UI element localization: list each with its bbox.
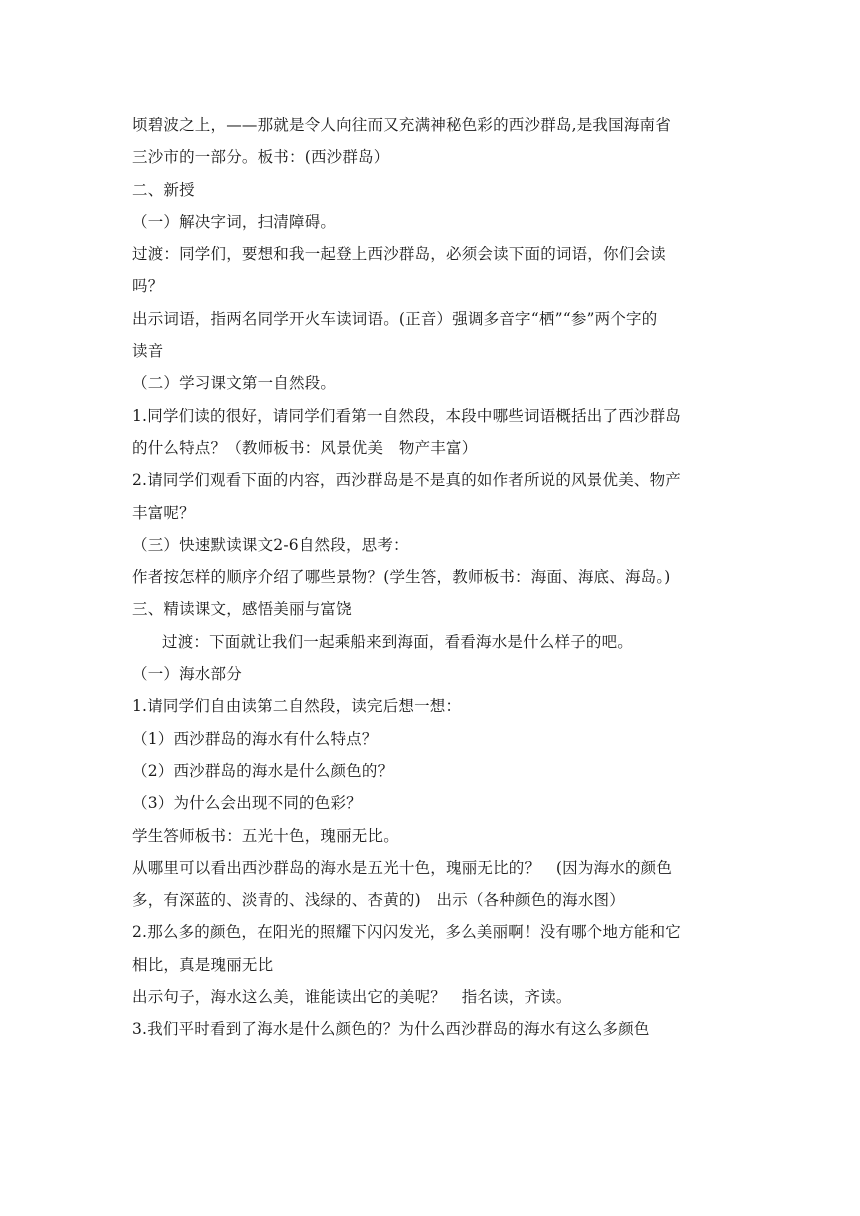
text-line: 1.请同学们自由读第二自然段，读完后想一想： [132, 697, 462, 716]
text-line: 作者按怎样的顺序介绍了哪些景物？(学生答，教师板书：海面、海底、海岛。) [132, 568, 671, 587]
text-line: 多，有深蓝的、淡青的、浅绿的、杏黄的) 出示（各种颜色的海水图） [132, 891, 625, 910]
text-line: 的什么特点？（教师板书：风景优美 物产丰富） [132, 438, 478, 457]
question-line: （2）西沙群岛的海水是什么颜色的？ [132, 761, 394, 780]
text-line: 相比，真是瑰丽无比 [132, 955, 274, 974]
text-line: 1.同学们读的很好，请同学们看第一自然段，本段中哪些词语概括出了西沙群岛 [132, 406, 681, 425]
text-line: 吗？ [132, 277, 164, 296]
question-line: （3）为什么会出现不同的色彩？ [132, 794, 362, 813]
text-line: 出示句子，海水这么美，谁能读出它的美呢？ 指名读，齐读。 [132, 988, 572, 1007]
text-line: 从哪里可以看出西沙群岛的海水是五光十色，瑰丽无比的？ (因为海水的颜色 [132, 858, 673, 877]
text-line: 学生答师板书：五光十色，瑰丽无比。 [132, 826, 399, 845]
text-line: 2.请同学们观看下面的内容，西沙群岛是不是真的如作者所说的风景优美、物产 [132, 471, 681, 490]
text-line: 读音 [132, 342, 164, 361]
text-line: 过渡：下面就让我们一起乘船来到海面，看看海水是什么样子的吧。 [162, 632, 634, 651]
subsection-heading: （一）海水部分 [132, 665, 242, 684]
section-heading: 三、精读课文，感悟美丽与富饶 [132, 600, 352, 619]
question-line: （1）西沙群岛的海水有什么特点？ [132, 729, 378, 748]
subsection-heading: （三）快速默读课文2-6自然段，思考： [132, 535, 409, 554]
text-line: 丰富呢？ [132, 503, 195, 522]
text-line: 过渡：同学们，要想和我一起登上西沙群岛，必须会读下面的词语，你们会读 [132, 245, 666, 264]
text-line: 出示词语，指两名同学开火车读词语。(正音）强调多音字“栖”“参”两个字的 [132, 309, 658, 328]
text-line: 2.那么多的颜色，在阳光的照耀下闪闪发光，多么美丽啊！没有哪个地方能和它 [132, 923, 681, 942]
document-body [132, 115, 732, 1052]
text-line: 三沙市的一部分。板书：(西沙群岛） [132, 148, 390, 167]
section-heading: 二、新授 [132, 180, 195, 199]
text-line: 顷碧波之上，——那就是令人向往而又充满神秘色彩的西沙群岛,是我国海南省 [132, 116, 671, 134]
subsection-heading: （二）学习课文第一自然段。 [132, 374, 337, 393]
text-line: 3.我们平时看到了海水是什么颜色的？为什么西沙群岛的海水有这么多颜色 [132, 1020, 650, 1039]
subsection-heading: （一）解决字词，扫清障碍。 [132, 212, 337, 231]
